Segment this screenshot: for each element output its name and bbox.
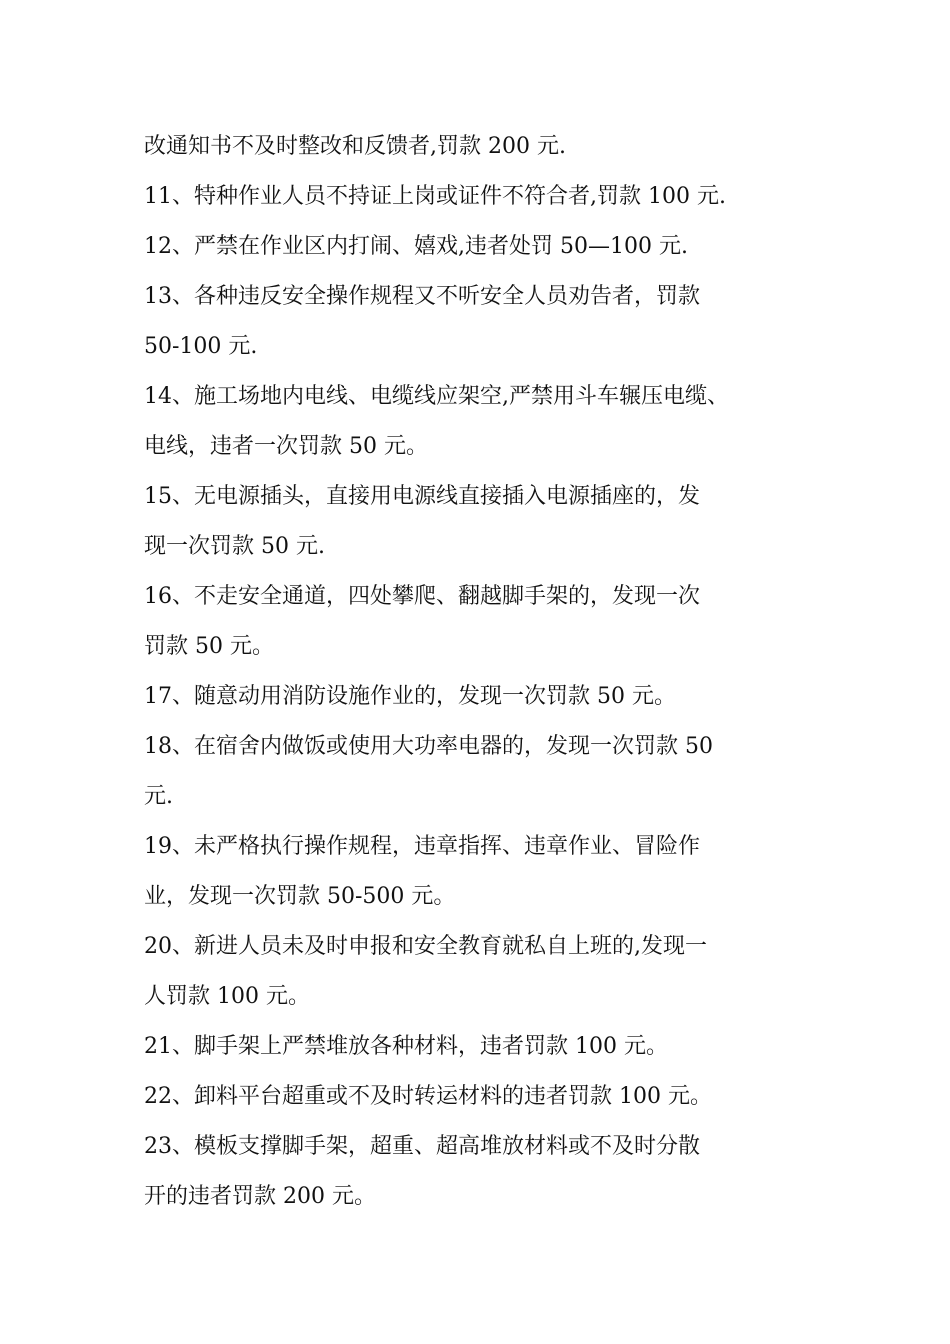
text-line: 23、模板支撑脚手架，超重、超高堆放材料或不及时分散 <box>144 1134 700 1159</box>
text-line: 17、随意动用消防设施作业的，发现一次罚款 50 元。 <box>144 684 676 709</box>
text-line: 22、卸料平台超重或不及时转运材料的违者罚款 100 元。 <box>144 1084 712 1109</box>
text-line: 开的违者罚款 200 元。 <box>144 1184 376 1209</box>
text-line: 50-100 元. <box>144 334 258 359</box>
text-line: 电线，违者一次罚款 50 元。 <box>144 434 428 459</box>
text-line: 11、特种作业人员不持证上岗或证件不符合者,罚款 100 元. <box>144 184 726 209</box>
text-line: 元. <box>144 784 173 809</box>
text-line: 现一次罚款 50 元. <box>144 534 325 559</box>
text-line: 18、在宿舍内做饭或使用大功率电器的，发现一次罚款 50 <box>144 734 713 759</box>
text-line: 15、无电源插头，直接用电源线直接插入电源插座的，发 <box>144 484 700 509</box>
text-line: 12、严禁在作业区内打闹、嬉戏,违者处罚 50—100 元. <box>144 234 688 259</box>
text-line: 人罚款 100 元。 <box>144 984 310 1009</box>
document-body <box>144 122 834 1222</box>
text-line: 改通知书不及时整改和反馈者,罚款 200 元. <box>144 134 566 159</box>
text-line: 14、施工场地内电线、电缆线应架空,严禁用斗车辗压电缆、 <box>144 384 729 409</box>
text-line: 20、新进人员未及时申报和安全教育就私自上班的,发现一 <box>144 934 707 959</box>
text-line: 13、各种违反安全操作规程又不听安全人员劝告者，罚款 <box>144 284 700 309</box>
text-line: 19、未严格执行操作规程，违章指挥、违章作业、冒险作 <box>144 834 700 859</box>
text-line: 罚款 50 元。 <box>144 634 274 659</box>
text-line: 业，发现一次罚款 50-500 元。 <box>144 884 456 909</box>
text-line: 21、脚手架上严禁堆放各种材料，违者罚款 100 元。 <box>144 1034 668 1059</box>
text-line: 16、不走安全通道，四处攀爬、翻越脚手架的，发现一次 <box>144 584 700 609</box>
